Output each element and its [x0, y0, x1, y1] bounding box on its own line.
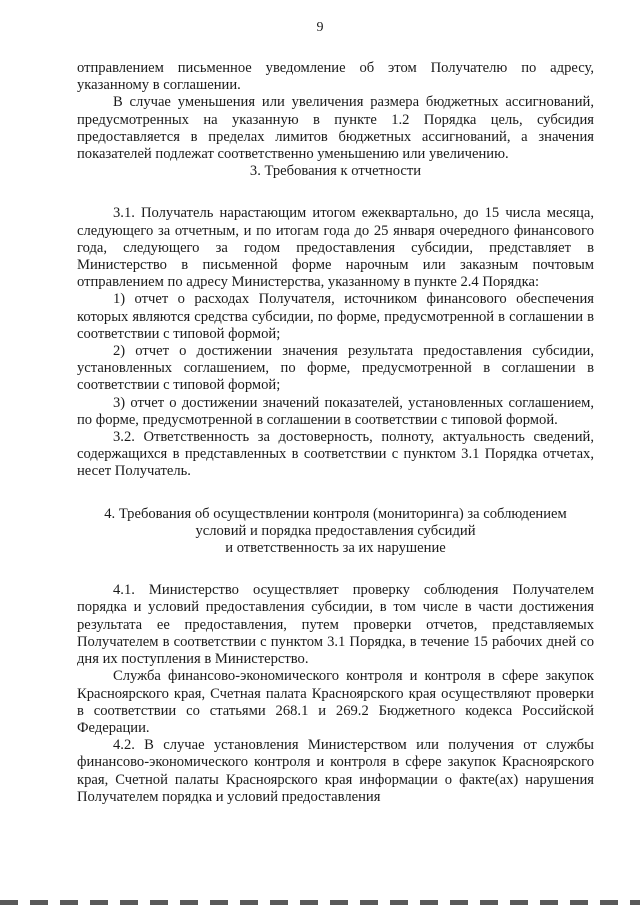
paragraph-4-1: 4.1. Министерство осуществляет проверку соблюдения Получателем порядка и условий предоставления субсидии, в том числе в части достижения результата ее предоставления, путем проверки отчетов, представляемых Получателем в соответствии с пунктом 3.1 Порядка, в течение 15 рабочих дней со дня их поступления в Министерство.: [77, 582, 594, 668]
paragraph-budget-change: В случае уменьшения или увеличения размера бюджетных ассигнований, предусмотренных на указанную в пункте 1.2 Порядка цель, субсидия предоставляется в пределах лимитов бюджетных ассигнований, а значения показателей подлежат соответственно уменьшению или увеличению.: [77, 94, 594, 163]
page-number: 9: [316, 20, 324, 35]
section-3-heading: 3. Требования к отчетности: [249, 163, 422, 180]
section-4-heading-line-2: условий и порядка предоставления субсидий: [195, 522, 476, 539]
paragraph-3-2: 3.2. Ответственность за достоверность, полноту, актуальность сведений, содержащихся в представленных в соответствии с пунктом 3.1 Порядка отчетах, несет Получатель.: [77, 429, 594, 480]
section-4-heading-line-1: 4. Требования об осуществлении контроля (мониторинга) за соблюдением: [104, 505, 567, 522]
paragraph-4-2: 4.2. В случае установления Министерством или получения от службы финансово-экономического контроля и контроля в сфере закупок Красноярского края, Счетной палаты Красноярского края информации о факте(ах) нарушения Получателем порядка и условий предоставления: [77, 737, 594, 805]
document-body: [77, 60, 594, 806]
paragraph-notification-end: отправлением письменное уведомление об этом Получателю по адресу, указанному в соглашении.: [77, 60, 594, 94]
section-4-heading: [77, 506, 594, 558]
scan-bottom-edge: [0, 900, 640, 905]
report-item-1: 1) отчет о расходах Получателя, источником финансового обеспечения которых являются средства субсидии, по форме, предусмотренной в соглашении в соответствии с типовой формой;: [77, 291, 594, 342]
paragraph-4-1-control-bodies: Служба финансово-экономического контроля и контроля в сфере закупок Красноярского края, Счетная палата Красноярского края осуществляют проверки в соответствии со статьями 268.1 и 269.2 Бюджетного кодекса Российской Федерации.: [77, 668, 594, 736]
paragraph-3-1: 3.1. Получатель нарастающим итогом ежеквартально, до 15 числа месяца, следующего за отчетным, и по итогам года до 25 января очередного финансового года, следующего за годом предоставления субсидии, представляет в Министерство в письменной форме нарочным или заказным почтовым отправлением по адресу Министерства, указанному в пункте 2.4 Порядка:: [77, 205, 594, 291]
report-item-2: 2) отчет о достижении значения результата предоставления субсидии, установленных соглашением, по форме, предусмотренной в соглашении в соответствии с типовой формой;: [77, 343, 594, 394]
section-4-heading-line-3: и ответственность за их нарушение: [225, 540, 446, 557]
report-item-3: 3) отчет о достижении значений показателей, установленных соглашением, по форме, предусмотренной в соглашении в соответствии с типовой формой.: [77, 394, 594, 428]
